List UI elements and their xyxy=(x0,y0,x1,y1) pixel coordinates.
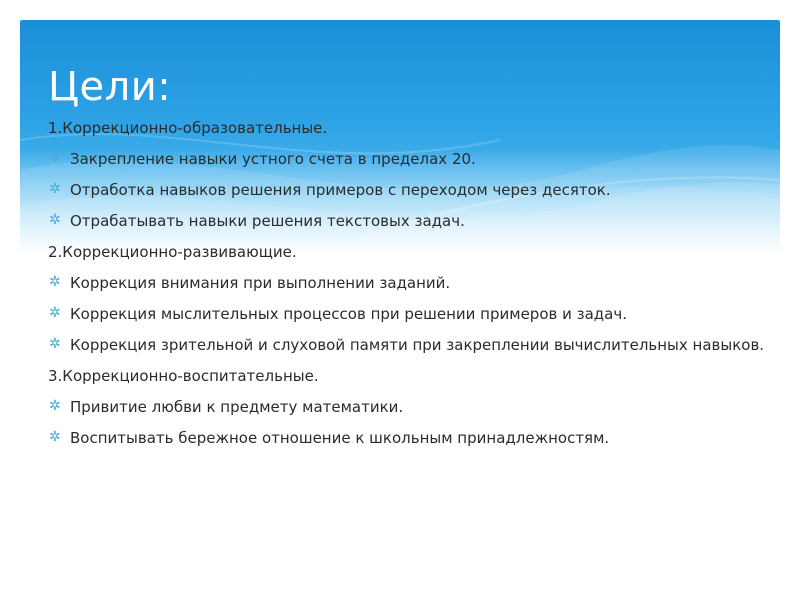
bullet-list xyxy=(48,397,768,448)
bullet-list xyxy=(48,149,768,231)
goal-group-3 xyxy=(48,366,768,448)
slide-frame xyxy=(20,20,780,580)
list-item-text: Коррекция мыслительных процессов при решении примеров и задач. xyxy=(70,305,627,323)
list-item xyxy=(48,273,768,293)
list-item-text: Привитие любви к предмету математики. xyxy=(70,398,404,416)
list-item-text: Воспитывать бережное отношение к школьным принадлежностям. xyxy=(70,429,610,447)
list-item xyxy=(48,335,768,355)
list-item-text: Коррекция зрительной и слуховой памяти при закреплении вычислительных навыков. xyxy=(70,336,765,354)
bullet-icon: ✲ xyxy=(49,150,61,166)
goal-group-1 xyxy=(48,118,768,231)
group-heading: 1.Коррекционно-образовательные. xyxy=(48,119,328,137)
list-item xyxy=(48,149,768,169)
list-item-text: Закрепление навыки устного счета в пределах 20. xyxy=(70,150,476,168)
bullet-icon: ✲ xyxy=(49,305,61,321)
bullet-list xyxy=(48,273,768,355)
group-heading: 2.Коррекционно-развивающие. xyxy=(48,243,297,261)
bullet-icon: ✲ xyxy=(49,212,61,228)
group-heading: 3.Коррекционно-воспитательные. xyxy=(48,367,319,385)
list-item xyxy=(48,428,768,448)
bullet-icon: ✲ xyxy=(49,181,61,197)
list-item xyxy=(48,397,768,417)
slide-content xyxy=(48,118,768,459)
list-item xyxy=(48,304,768,324)
bullet-icon: ✲ xyxy=(49,398,61,414)
goal-group-2 xyxy=(48,242,768,355)
bullet-icon: ✲ xyxy=(49,429,61,445)
list-item-text: Отрабатывать навыки решения текстовых задач. xyxy=(70,212,465,230)
list-item xyxy=(48,180,768,200)
list-item xyxy=(48,211,768,231)
slide-title: Цели: xyxy=(48,64,172,110)
bullet-icon: ✲ xyxy=(49,274,61,290)
bullet-icon: ✲ xyxy=(49,336,61,352)
list-item-text: Отработка навыков решения примеров с переходом через десяток. xyxy=(70,181,611,199)
list-item-text: Коррекция внимания при выполнении заданий. xyxy=(70,274,451,292)
